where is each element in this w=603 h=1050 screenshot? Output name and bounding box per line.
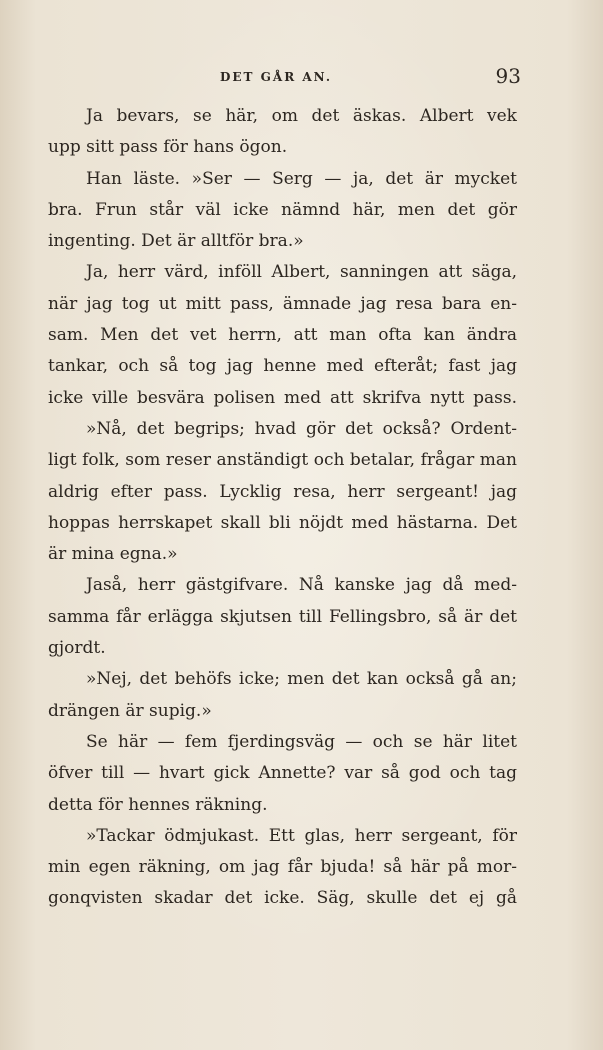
- body-text: [48, 101, 517, 915]
- page-header: [48, 64, 519, 94]
- text-line: »Tackar ödmjukast. Ett glas, herr sergeant, för: [86, 825, 517, 846]
- text-line: ligt folk, som reser anständigt och betalar, frågar man: [48, 450, 517, 471]
- text-line: tankar, och så tog jag henne med efteråt; fast jag: [48, 356, 517, 377]
- text-line: upp sitt pass för hans ögon.: [48, 137, 288, 158]
- text-line: min egen räkning, om jag får bjuda! så här på mor-: [48, 857, 517, 878]
- text-line: aldrig efter pass. Lycklig resa, herr sergeant! jag: [48, 481, 517, 502]
- text-line: sam. Men det vet herrn, att man ofta kan ändra: [48, 325, 517, 346]
- text-line: »Nå, det begrips; hvad gör det också? Ordent-: [86, 418, 517, 439]
- text-line: öfver till — hvart gick Annette? var så god och tag: [48, 763, 517, 784]
- text-line: när jag tog ut mitt pass, ämnade jag resa bara en-: [48, 293, 517, 314]
- text-line: Se här — fem fjerdingsväg — och se här litet: [86, 731, 517, 752]
- text-line: samma får erlägga skjutsen till Fellingsbro, så är det: [48, 606, 517, 627]
- text-line: bra. Frun står väl icke nämnd här, men det gör: [48, 199, 517, 220]
- running-title: DET GÅR AN.: [220, 70, 333, 84]
- text-line: Han läste. »Ser — Serg — ja, det är mycket: [86, 168, 517, 189]
- text-line: icke ville besvära polisen med att skrifva nytt pass.: [48, 387, 517, 408]
- text-line: gjordt.: [48, 638, 106, 659]
- text-line: Ja, herr värd, inföll Albert, sanningen att säga,: [86, 262, 517, 283]
- text-line: hoppas herrskapet skall bli nöjdt med hästarna. Det: [48, 512, 517, 533]
- text-line: »Nej, det behöfs icke; men det kan också gå an;: [86, 669, 517, 690]
- text-line: ingenting. Det är alltför bra.»: [48, 231, 304, 252]
- text-line: Jaså, herr gästgifvare. Nå kanske jag då med-: [86, 575, 517, 596]
- text-line: drängen är supig.»: [48, 700, 212, 721]
- page-number: 93: [495, 64, 521, 88]
- text-line: är mina egna.»: [48, 544, 178, 565]
- text-line: gonqvisten skadar det icke. Säg, skulle det ej gå: [48, 888, 517, 909]
- text-line: Ja bevars, se här, om det äskas. Albert vek: [86, 106, 517, 126]
- text-line: detta för hennes räkning.: [48, 794, 268, 815]
